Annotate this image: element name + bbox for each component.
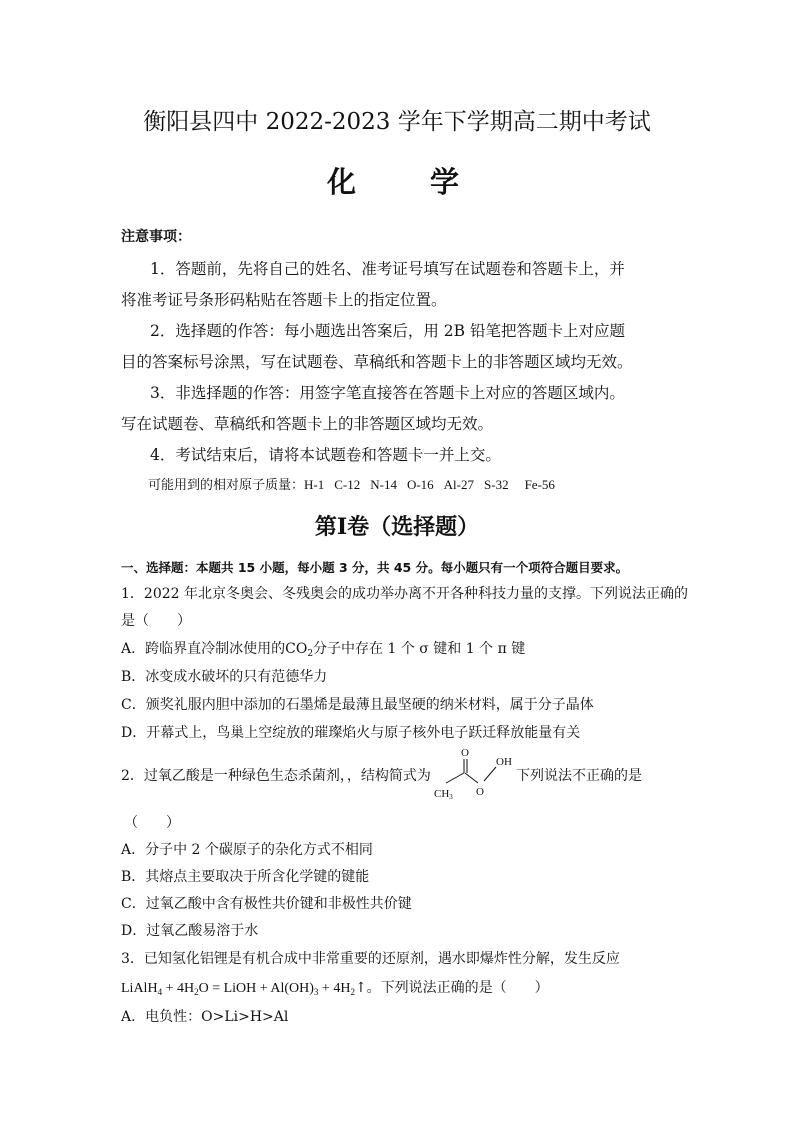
notice-item-2-cont: 目的答案标号涂黑，写在试题卷、草稿纸和答题卡上的非答题区域均无效。 [121,353,633,371]
q1-stem-cont: 是（ ） [121,613,191,629]
notice-item-3-cont: 写在试题卷、草稿纸和答题卡上的非答题区域均无效。 [121,415,494,433]
atom-n: N-14 [370,477,397,492]
q2-option-b: B．其熔点主要取决于所含化学键的键能 [121,869,370,885]
atom-o: O-16 [406,477,434,492]
notice-item-2: 2．选择题的作答：每小题选出答案后，用 2B 铅笔把答题卡上对应题 [150,322,625,340]
atomic-mass-label: 可能用到的相对原子质量： [148,478,305,493]
notice-item-3: 3．非选择题的作答：用签字笔直接答在答题卡上对应的答题区域内。 [150,384,625,402]
subject-title: 化 学 [326,165,492,199]
notice-heading: 注意事项： [121,229,191,245]
notice-item-4: 4．考试结束后，请将本试题卷和答题卡一并上交。 [150,446,501,464]
notice-item-1: 1．答题前，先将自己的姓名、准考证号填写在试题卷和答题卡上，并 [150,260,625,278]
atomic-mass-line [148,474,565,493]
struct-o-bottom: O [476,786,484,798]
atom-h: H-1 [304,477,325,492]
q2-option-d: D．过氧乙酸易溶于水 [121,923,259,939]
q2-stem-tail: 下列说法不正确的是 [516,768,642,784]
q1-stem: 1．2022 年北京冬奥会、冬残奥会的成功举办离不开各种科技力量的支撑。下列说法正确的 [121,586,688,602]
q2-option-c: C．过氧乙酸中含有极性共价键和非极性共价键 [121,896,412,912]
q1-option-a: A．跨临界直冷制冰使用的$CO_2$分子中存在 1 个 σ 键和 1 个 π 键 [121,641,526,659]
struct-oh: OH [496,756,512,768]
q1-option-b: B．冰变成水破坏的只有范德华力 [121,669,328,685]
q3-stem: 3．已知氢化铝锂是有机合成中非常重要的还原剂，遇水即爆炸性分解，发生反应 [121,951,620,967]
exam-title: 衡阳县四中 2022-2023 学年下学期高二期中考试 [143,109,651,135]
q2-stem-cont: （ ） [124,815,180,831]
q2-stem: 2．过氧乙酸是一种绿色生态杀菌剂，，结构简式为 [121,768,431,784]
bond-o-o [484,767,496,781]
bond-c-o [465,773,478,783]
bond-c-c [446,773,464,783]
notice-item-1-cont: 将准考证号条形码粘贴在答题卡上的指定位置。 [121,291,447,309]
peracetic-acid-structure [432,745,520,803]
section-title: 第Ⅰ卷（选择题） [314,514,480,540]
q2-option-a: A．分子中 2 个碳原子的杂化方式不相同 [121,842,373,858]
atom-c: C-12 [334,477,361,492]
q1-option-d: D．开幕式上，鸟巢上空绽放的璀璨焰火与原子核外电子跃迁释放能量有关 [121,725,581,741]
q3-equation: LiAlH$_4$ + $4H_2O$ = LiOH + $Al(OH)_3$ + $4H_2↑$。下列说法正确的是（ ） [121,980,549,997]
q1-option-c: C．颁奖礼服内胆中添加的石墨烯是最薄且最坚硬的纳米材料，属于分子晶体 [121,697,594,713]
atom-fe: Fe-56 [524,477,555,492]
struct-ch3: CH3 [434,788,453,801]
atom-al: Al-27 [443,477,475,492]
struct-o-top: O [461,747,469,759]
part-heading: 一、选择题：本题共 15 小题，每小题 3 分，共 45 分。每小题只有一个项符合题目要求。 [121,560,629,575]
q3-option-a: A．电负性：O>Li>H>Al [121,1009,289,1025]
atom-s: S-32 [484,477,509,492]
